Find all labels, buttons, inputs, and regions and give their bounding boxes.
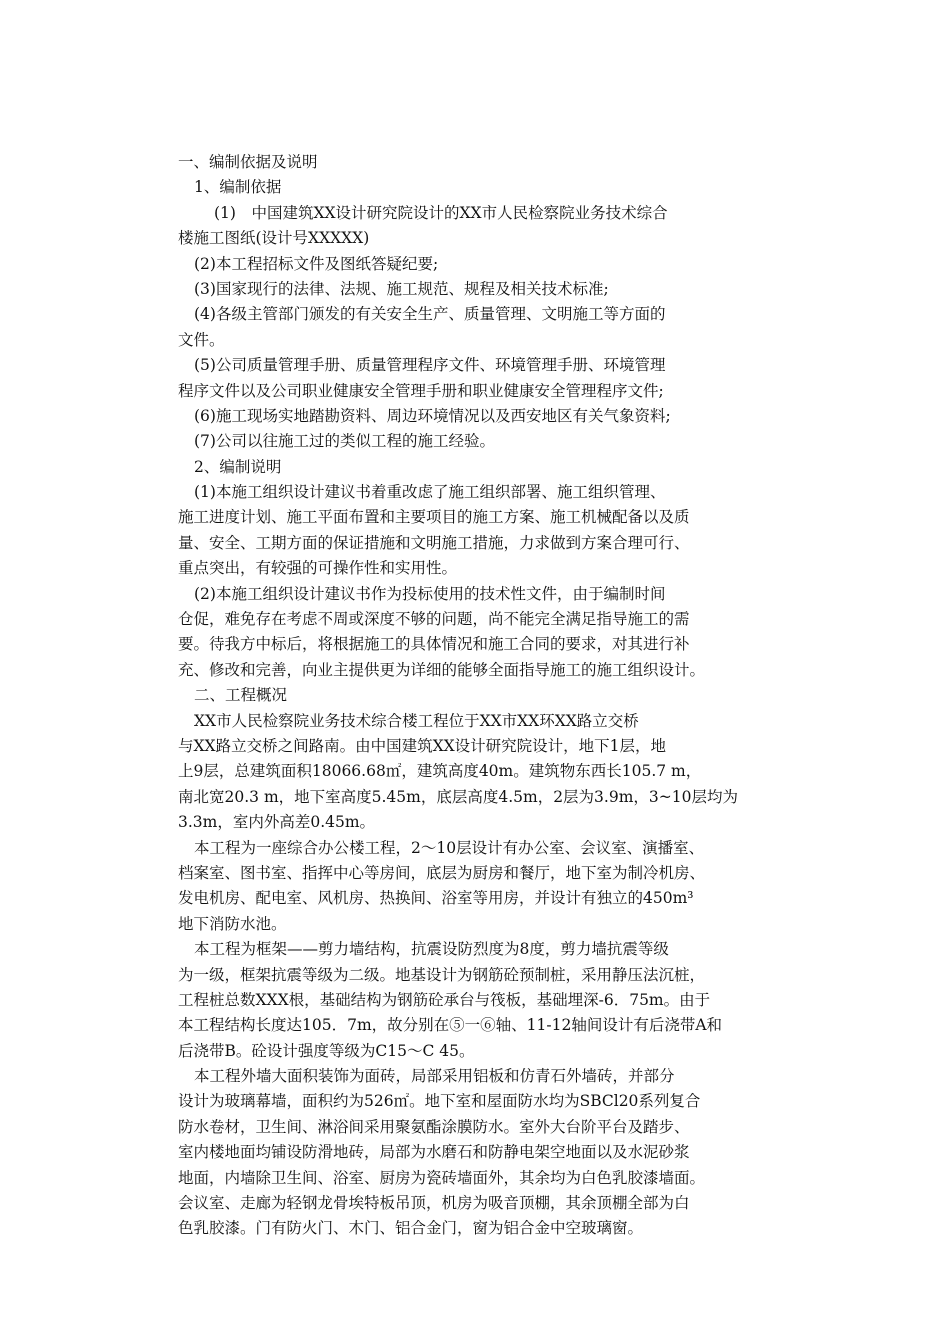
text-line: 施工进度计划、施工平面布置和主要项目的施工方案、施工机械配备以及质 bbox=[178, 508, 690, 527]
text-line: 本工程为框架——剪力墙结构，抗震设防烈度为8度，剪力墙抗震等级 bbox=[194, 940, 669, 959]
text-line: 发电机房、配电室、风机房、热换间、浴室等用房，并设计有独立的450m³ bbox=[178, 889, 694, 908]
text-line: (7)公司以往施工过的类似工程的施工经验。 bbox=[194, 432, 495, 451]
text-line: 为一级，框架抗震等级为二级。地基设计为钢筋砼预制桩，采用静压法沉桩， bbox=[178, 965, 706, 984]
text-line: 量、安全、工期方面的保证措施和文明施工措施，力求做到方案合理可行、 bbox=[178, 533, 690, 552]
text-line: 楼施工图纸(设计号XXXXX) bbox=[178, 229, 370, 248]
text-line: (1)本施工组织设计建议书着重改虑了施工组织部署、施工组织管理、 bbox=[194, 483, 666, 502]
text-line: 室内楼地面均铺设防滑地砖，局部为水磨石和防静电架空地面以及水泥砂浆 bbox=[178, 1143, 690, 1162]
text-line: 一、编制依据及说明 bbox=[178, 153, 318, 171]
text-line: 二、工程概况 bbox=[194, 686, 288, 705]
text-line: XX市人民检察院业务技术综合楼工程位于XX市XX环XX路立交桥 bbox=[194, 711, 639, 730]
text-line: 仓促，难免存在考虑不周或深度不够的问题，尚不能完全满足指导施工的需 bbox=[178, 610, 690, 629]
document-body bbox=[178, 150, 778, 1242]
text-line: 重点突出，有较强的可操作性和实用性。 bbox=[178, 559, 458, 578]
text-line: (1) 中国建筑XX设计研究院设计的XX市人民检察院业务技术综合 bbox=[214, 203, 668, 222]
text-line: 1、编制依据 bbox=[194, 178, 282, 197]
text-line: 3.3m，室内外高差0.45m。 bbox=[178, 813, 376, 832]
text-line: 会议室、走廊为轻钢龙骨埃特板吊顶，机房为吸音顶棚，其余顶棚全部为白 bbox=[178, 1194, 690, 1213]
text-line: (3)国家现行的法律、法规、施工规范、规程及相关技术标准; bbox=[194, 279, 609, 298]
text-line: 本工程结构长度达105．7m，故分别在⑤一⑥轴、11-12轴间设计有后浇带A和 bbox=[178, 1016, 723, 1035]
text-line: 要。待我方中标后，将根据施工的具体情况和施工合同的要求，对其进行补 bbox=[178, 635, 690, 654]
text-line: 上9层，总建筑面积18066.68㎡，建筑高度40m。建筑物东西长105.7 m， bbox=[178, 762, 702, 781]
text-line: 工程桩总数XXX根，基础结构为钢筋砼承台与筏板，基础埋深-6．75m。由于 bbox=[178, 990, 711, 1009]
text-line: 本工程外墙大面积装饰为面砖，局部采用铝板和仿青石外墙砖，并部分 bbox=[194, 1067, 675, 1086]
text-line: (2)本施工组织设计建议书作为投标使用的技术性文件，由于编制时间 bbox=[194, 584, 666, 603]
text-line: 色乳胶漆。门有防火门、木门、铝合金门，窗为铝合金中空玻璃窗。 bbox=[178, 1219, 644, 1238]
text-line: 程序文件以及公司职业健康安全管理手册和职业健康安全管理程序文件; bbox=[178, 381, 664, 400]
text-line: 防水卷材，卫生间、淋浴间采用聚氨酯涂膜防水。室外大台阶平台及踏步、 bbox=[178, 1117, 690, 1136]
text-line: 文件。 bbox=[178, 330, 225, 349]
text-line: 本工程为一座综合办公楼工程，2～10层设计有办公室、会议室、演播室、 bbox=[194, 838, 705, 857]
text-line: 地面，内墙除卫生间、浴室、厨房为瓷砖墙面外，其余均为白色乳胶漆墙面。 bbox=[178, 1168, 706, 1187]
text-line: 南北宽20.3 m，地下室高度5.45m，底层高度4.5m，2层为3.9m，3~10层均为 bbox=[178, 787, 738, 806]
text-line: 充、修改和完善，向业主提供更为详细的能够全面指导施工的施工组织设计。 bbox=[178, 660, 706, 679]
text-line: 后浇带B。砼设计强度等级为C15～C 45。 bbox=[178, 1041, 475, 1060]
text-line: 档案室、图书室、指挥中心等房间，底层为厨房和餐厅，地下室为制冷机房、 bbox=[178, 863, 706, 882]
text-line: 2、编制说明 bbox=[194, 457, 282, 476]
text-line: 设计为玻璃幕墙，面积约为526㎡。地下室和屋面防水均为SBCl20系列复合 bbox=[178, 1092, 701, 1111]
text-line: 地下消防水池。 bbox=[178, 914, 287, 933]
text-line: (2)本工程招标文件及图纸答疑纪要; bbox=[194, 254, 439, 273]
text-line: (6)施工现场实地踏勘资料、周边环境情况以及西安地区有关气象资料; bbox=[194, 406, 671, 425]
text-line: (4)各级主管部门颁发的有关安全生产、质量管理、文明施工等方面的 bbox=[194, 305, 666, 324]
text-line: 与XX路立交桥之间路南。由中国建筑XX设计研究院设计，地下1层，地 bbox=[178, 736, 667, 755]
text-line: (5)公司质量管理手册、质量管理程序文件、环境管理手册、环境管理 bbox=[194, 356, 666, 375]
